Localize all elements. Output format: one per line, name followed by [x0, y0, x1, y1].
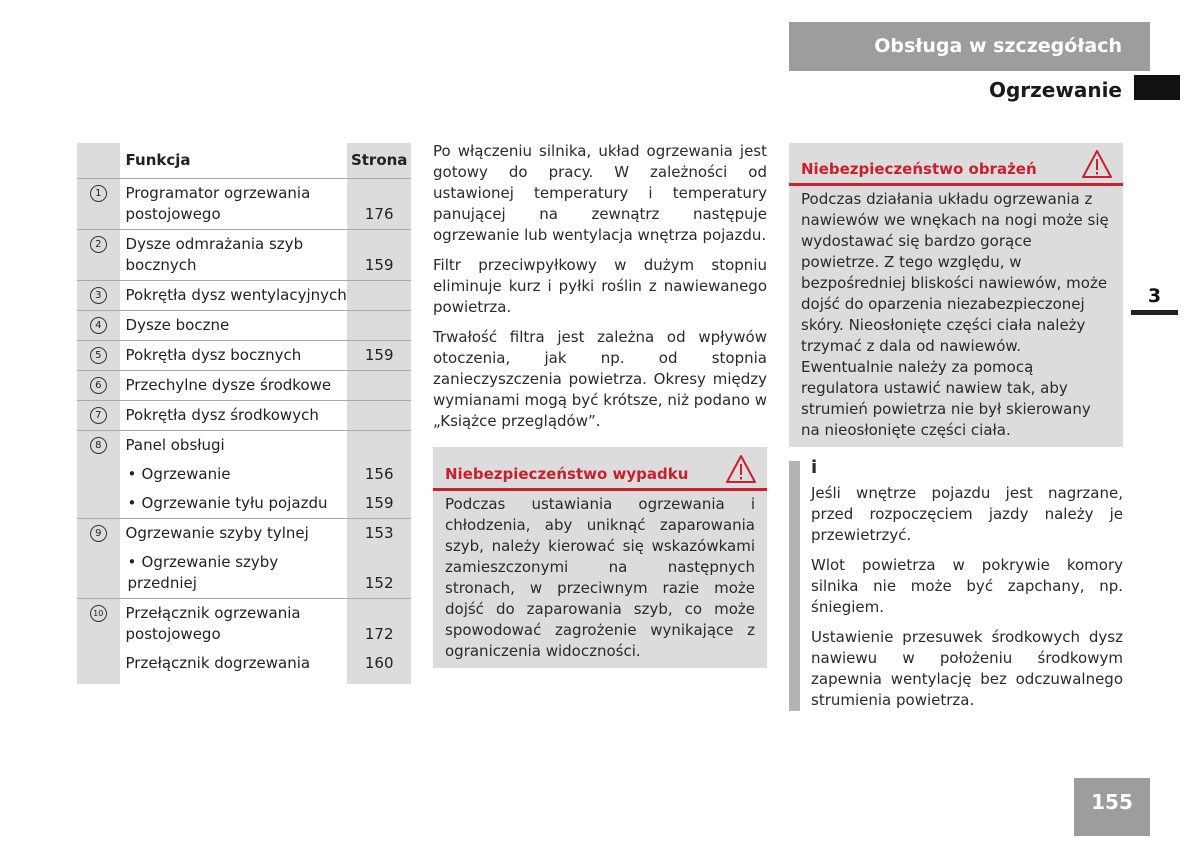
warning-header — [433, 447, 767, 491]
callout-number: 1 — [90, 185, 107, 202]
info-bar — [789, 461, 800, 711]
table-row — [77, 341, 411, 371]
function-cell: Ogrzewanie szyby przedniej — [127, 553, 279, 592]
function-cell: Dysze odmrażania szyb bocznych — [120, 230, 348, 281]
table-header-num — [77, 143, 120, 179]
callout-number: 2 — [90, 236, 107, 253]
table-header-page: Strona — [347, 143, 411, 179]
page-cell — [347, 431, 411, 461]
table-row — [77, 311, 411, 341]
info-paragraph: Ustawienie przesuwek środkowych dysz nawiewu w położeniu środkowym zapewnia wentylację bez odczuwalnego strumienia powietrza. — [811, 628, 1123, 709]
bullet-icon: • — [127, 494, 137, 512]
function-cell: Pokrętła dysz wentylacyjnych — [120, 281, 348, 311]
warning-text: Podczas działania układu ogrzewania z nawiewów we wnękach na nogi może się wydostawać się bardzo gorące powietrze. Z tego względu, w bezpośredniej bliskości nawiewów, może dojść do oparzenia niezabezpieczonej skóry. Nieosłonięte części ciała należy trzymać z dala od nawiewów. Ewentualnie należy za pomocą regulatora ustawić nawiew tak, aby strumień powietrza nie był skierowany na nieosłonięte części ciała. — [801, 190, 1109, 439]
info-paragraph: Wlot powietrza w pokrywie komory silnika nie może być zapchany, np. śniegiem. — [811, 556, 1123, 616]
page-cell: 172 — [347, 599, 411, 650]
function-cell: Przełącznik ogrzewania postojowego — [125, 604, 301, 643]
page-cell: 152 — [347, 548, 411, 599]
page-cell: 159 — [347, 230, 411, 281]
table-row — [77, 431, 411, 461]
table-subrow — [77, 489, 411, 519]
body-paragraph: Filtr przeciwpyłkowy w dużym stopniu eliminuje kurz i pyłki roślin z nawiewanego powietrza. — [433, 256, 767, 316]
table-subrow — [77, 460, 411, 489]
page-cell: 153 — [347, 519, 411, 549]
function-cell: Programator ogrzewania postojowego — [120, 179, 348, 230]
body-paragraph: Trwałość filtra jest zależna od wpływów otoczenia, jak np. od stopnia zanieczyszczenia powietrza. Okresy między wymianami mogą być krótsze, niż podano w „Książce przeglądów”. — [433, 328, 767, 430]
page-cell — [347, 281, 411, 311]
function-cell: Pokrętła dysz bocznych — [120, 341, 348, 371]
info-paragraph: Jeśli wnętrze pojazdu jest nagrzane, przed rozpoczęciem jazdy należy je przewietrzyć. — [811, 484, 1123, 544]
body-paragraph: Po włączeniu silnika, układ ogrzewania jest gotowy do pracy. W zależności od ustawionej temperatury i temperatury panującej na zewnątrz następuje ogrzewanie lub wentylacja wnętrza pojazdu. — [433, 142, 767, 244]
function-table — [77, 143, 411, 684]
info-icon: i — [811, 457, 818, 478]
function-cell: Przełącznik dogrzewania — [125, 654, 311, 672]
warning-title: Niebezpieczeństwo obrażeń — [801, 160, 1037, 178]
page-cell: 156 — [347, 460, 411, 489]
warning-title: Niebezpieczeństwo wypadku — [445, 465, 689, 483]
warning-triangle-icon — [725, 454, 757, 484]
function-cell: Ogrzewanie szyby tylnej — [125, 524, 309, 542]
accident-warning-box — [433, 447, 767, 668]
function-cell: Pokrętła dysz środkowych — [120, 401, 348, 431]
callout-number: 4 — [90, 317, 107, 334]
page-cell — [347, 401, 411, 431]
page-cell: 159 — [347, 341, 411, 371]
function-cell: Ogrzewanie tyłu pojazdu — [141, 494, 328, 512]
table-subrow — [77, 649, 411, 684]
section-title: Obsługa w szczegółach — [789, 22, 1150, 71]
table-row — [77, 230, 411, 281]
section-marker — [1134, 75, 1180, 100]
page-cell — [347, 311, 411, 341]
warning-text: Podczas ustawiania ogrzewania i chłodzenia, aby uniknąć zaparowania szyb, należy kierować się wskazówkami zamieszczonymi na następnych stronach, w przeciwnym razie może dojść do zaparowania szyb, co może spowodować zagrożenie wynikające z ograniczenia widoczności. — [445, 495, 755, 660]
middle-column — [433, 141, 767, 668]
table-header-function: Funkcja — [120, 143, 348, 179]
function-cell: Panel obsługi — [125, 436, 225, 454]
function-cell: Dysze boczne — [120, 311, 348, 341]
table-row — [77, 519, 411, 549]
bullet-icon: • — [127, 465, 137, 483]
page-cell: 159 — [347, 489, 411, 519]
injury-warning-box — [789, 143, 1123, 447]
table-row — [77, 599, 411, 650]
bullet-icon: • — [127, 553, 137, 571]
callout-number: 9 — [90, 525, 107, 542]
warning-triangle-icon — [1081, 149, 1113, 179]
page-cell — [347, 371, 411, 401]
callout-number: 3 — [90, 287, 107, 304]
callout-number: 7 — [90, 407, 107, 424]
page-number: 155 — [1074, 778, 1150, 836]
table-row — [77, 371, 411, 401]
function-cell: Przechylne dysze środkowe — [120, 371, 348, 401]
table-row — [77, 281, 411, 311]
info-box — [789, 456, 1123, 711]
page-cell: 160 — [347, 649, 411, 684]
table-row — [77, 179, 411, 230]
page-cell: 176 — [347, 179, 411, 230]
subsection-title: Ogrzewanie — [988, 78, 1122, 102]
callout-number: 6 — [90, 377, 107, 394]
function-cell: Ogrzewanie — [141, 465, 231, 483]
chapter-tab: 3 — [1131, 282, 1178, 315]
warning-header — [789, 143, 1123, 186]
table-subrow — [77, 548, 411, 599]
callout-number: 8 — [90, 437, 107, 454]
table-row — [77, 401, 411, 431]
callout-number: 5 — [90, 347, 107, 364]
right-column — [789, 143, 1123, 720]
callout-number: 10 — [90, 605, 107, 622]
